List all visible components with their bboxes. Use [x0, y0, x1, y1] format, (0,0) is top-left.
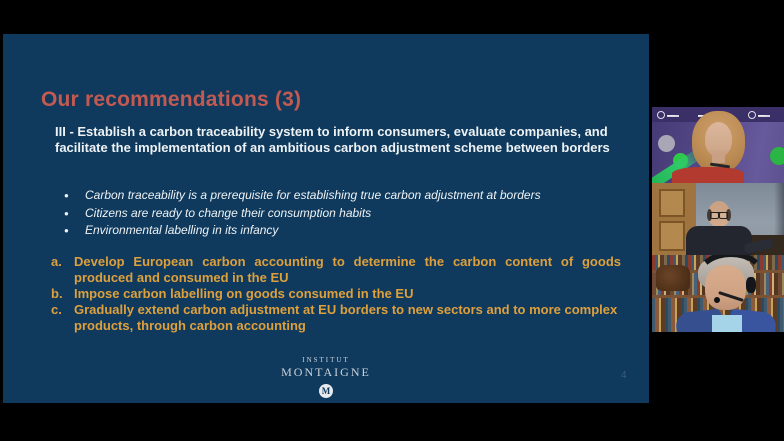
participant-3-headset-earcup — [746, 277, 756, 293]
montaigne-monogram-icon: M — [319, 384, 333, 398]
participant-3-shirt — [712, 315, 742, 332]
backdrop-logo-icon — [657, 111, 667, 119]
page-number: 4 — [621, 370, 627, 381]
participant-1-neck — [712, 153, 725, 163]
recommendation-item — [51, 254, 621, 286]
slide-heading: III - Establish a carbon traceability system to inform consumers, evaluate companies, and facilitate the implementation of an ambitious carbon adjustment scheme between borders — [55, 124, 610, 155]
bullet-item: ● Environmental labelling in its infancy — [64, 222, 541, 240]
bullet-item: ● Citizens are ready to change their consumption habits — [64, 205, 541, 223]
participant-1-face — [705, 122, 732, 157]
wooden-sculpture — [656, 265, 690, 291]
backdrop-circle — [658, 135, 675, 152]
slide-title: Our recommendations (3) — [41, 88, 302, 111]
recommendation-text: Impose carbon labelling on goods consumed in the EU — [74, 286, 414, 301]
bullet-item: ● Carbon traceability is a prerequisite for establishing true carbon adjustment at borders — [64, 187, 541, 205]
list-marker: a. — [51, 254, 62, 269]
participant-2-glasses — [710, 212, 728, 219]
institut-montaigne-logo — [3, 356, 649, 398]
participant-video-1[interactable] — [652, 107, 784, 183]
logo-text-montaigne: MONTAIGNE — [281, 365, 371, 379]
participant-video-2[interactable] — [652, 183, 784, 255]
recommendation-text: Gradually extend carbon adjustment at EU borders to new sectors and to more complex products, through carbon accounting — [74, 302, 618, 333]
recommendation-text: Develop European carbon accounting to determine the carbon content of goods produced and consumed in the EU — [74, 254, 621, 285]
participant-3-headset-mic-tip — [714, 297, 720, 303]
recommendation-item — [51, 302, 621, 334]
participant-2-sweater — [686, 226, 752, 255]
list-marker: c. — [51, 302, 62, 317]
bullet-list — [64, 187, 541, 240]
logo-text-institut: INSTITUT — [302, 356, 350, 364]
recommendation-item — [51, 286, 621, 302]
recommendation-list — [51, 254, 621, 334]
presentation-slide — [3, 34, 649, 403]
participant-video-3[interactable] — [652, 255, 784, 332]
participant-1-red-top — [672, 167, 744, 183]
backdrop-logo-icon — [748, 111, 758, 119]
list-marker: b. — [51, 286, 63, 301]
backdrop-circle — [770, 147, 784, 165]
